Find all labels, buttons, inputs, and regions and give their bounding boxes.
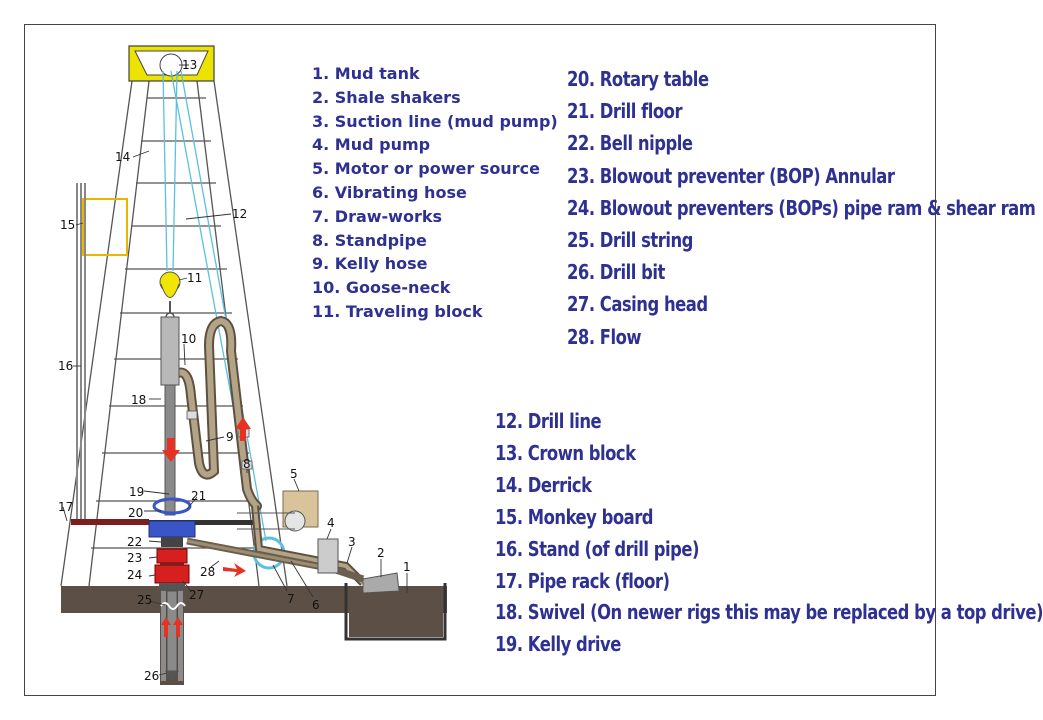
legend-item: 25. Drill string — [567, 228, 693, 253]
callout-2: 2 — [377, 546, 385, 560]
legend-item: 16. Stand (of drill pipe) — [495, 536, 700, 561]
legend-item: 2. Shale shakers — [312, 87, 461, 107]
legend-item: 7. Draw-works — [312, 206, 442, 226]
callout-7: 7 — [287, 592, 295, 606]
callout-28: 28 — [200, 565, 216, 579]
legend-item: 23. Blowout preventer (BOP) Annular — [567, 163, 895, 188]
swivel — [161, 317, 179, 385]
callout-4: 4 — [327, 516, 335, 530]
legend-item: 12. Drill line — [495, 409, 602, 433]
callout-13: 13 — [182, 58, 198, 72]
callout-21: 21 — [191, 489, 207, 503]
diagram-frame — [24, 24, 1043, 696]
legend-item: 27. Casing head — [567, 292, 708, 317]
legend-item: 26. Drill bit — [567, 260, 665, 285]
legend-item: 5. Motor or power source — [312, 159, 540, 179]
legend-item: 17. Pipe rack (floor) — [495, 568, 670, 593]
callout-23: 23 — [127, 551, 143, 565]
legend-list-12-19 — [495, 406, 1043, 661]
legend-item: 6. Vibrating hose — [312, 182, 467, 202]
legend-item: 1. Mud tank — [312, 64, 420, 83]
callout-9: 9 — [226, 430, 234, 444]
callout-25: 25 — [137, 593, 153, 607]
callout-14: 14 — [115, 150, 131, 164]
callout-6: 6 — [312, 598, 320, 612]
legend-item: 14. Derrick — [495, 472, 592, 497]
callout-27: 27 — [189, 588, 205, 602]
callout-1: 1 — [403, 560, 411, 574]
legend-list-20-28 — [567, 63, 1035, 353]
legend-item: 19. Kelly drive — [495, 632, 621, 657]
callout-22: 22 — [127, 535, 143, 549]
legend-item: 28. Flow — [567, 324, 642, 349]
callout-8: 8 — [243, 457, 251, 471]
legend-item: 22. Bell nipple — [567, 131, 693, 156]
callout-11: 11 — [187, 271, 203, 285]
legend-item: 3. Suction line (mud pump) — [312, 111, 558, 131]
legend-item: 8. Standpipe — [312, 230, 427, 250]
callout-19: 19 — [129, 485, 145, 499]
legend-item: 13. Crown block — [495, 440, 636, 465]
callout-17: 17 — [58, 500, 74, 514]
legend-item: 10. Goose-neck — [312, 278, 451, 298]
legend-item: 11. Traveling block — [312, 301, 483, 321]
legend-item: 9. Kelly hose — [312, 254, 428, 274]
callout-24: 24 — [127, 568, 143, 582]
monkey-board — [83, 199, 127, 255]
callout-26: 26 — [144, 669, 160, 683]
drill-string — [167, 591, 177, 671]
legend-item: 18. Swivel (On newer rigs this may be replaced by a top drive) — [495, 600, 1043, 625]
callout-12: 12 — [232, 207, 248, 221]
legend-item: 21. Drill floor — [567, 99, 683, 124]
callout-10: 10 — [181, 332, 197, 346]
legend-item: 20. Rotary table — [567, 67, 709, 91]
legend-item: 4. Mud pump — [312, 135, 431, 155]
mud-pump — [318, 539, 338, 573]
legend-item: 24. Blowout preventers (BOPs) pipe ram & shear ram — [567, 195, 1036, 220]
callout-18: 18 — [131, 393, 147, 407]
legend-list-1-11 — [312, 62, 558, 324]
callout-5: 5 — [290, 467, 298, 481]
legend-item: 15. Monkey board — [495, 504, 654, 529]
callout-3: 3 — [348, 535, 356, 549]
callout-16: 16 — [58, 359, 74, 373]
callout-20: 20 — [128, 506, 144, 520]
callout-15: 15 — [60, 218, 76, 232]
